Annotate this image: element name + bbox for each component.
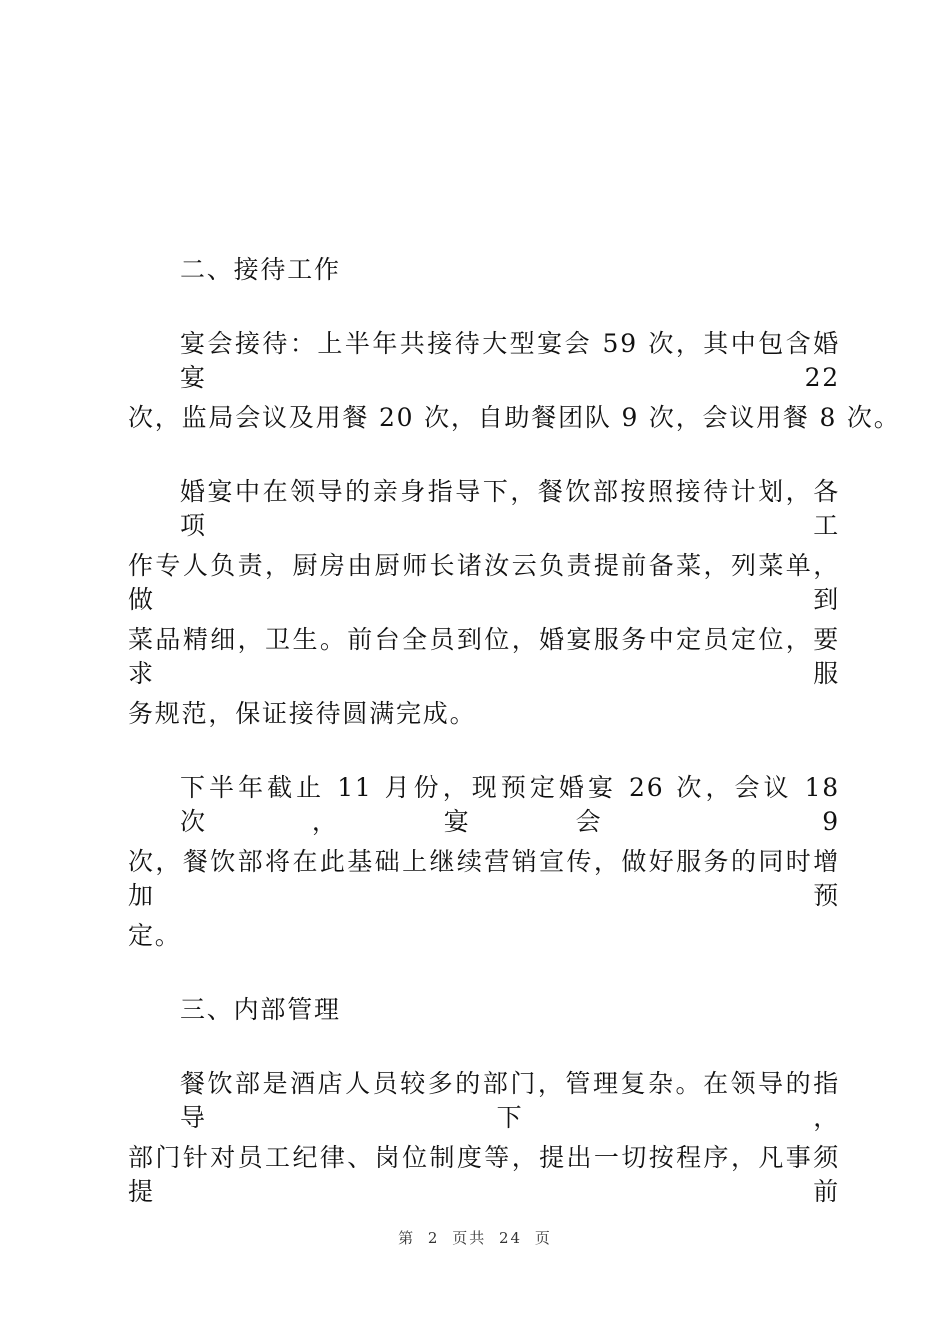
paragraph-line: 菜品精细，卫生。前台全员到位，婚宴服务中定员定位，要求服 [128, 625, 840, 688]
section-heading-internal-management: 三、内部管理 [180, 995, 341, 1024]
page-number-footer: 第 2 页共 24 页 [398, 1229, 552, 1247]
paragraph-line: 务规范，保证接待圆满完成。 [128, 699, 477, 728]
paragraph-line: 次，餐饮部将在此基础上继续营销宣传，做好服务的同时增加预 [128, 847, 840, 910]
paragraph-line: 婚宴中在领导的亲身指导下，餐饮部按照接待计划，各项工 [180, 477, 840, 540]
section-heading-reception: 二、接待工作 [180, 255, 341, 284]
paragraph-line: 定。 [128, 921, 182, 950]
paragraph-line: 次，监局会议及用餐 20 次，自助餐团队 9 次，会议用餐 8 次。 [128, 403, 901, 432]
paragraph-line: 部门针对员工纪律、岗位制度等，提出一切按程序，凡事须提前 [128, 1143, 840, 1206]
paragraph-line: 作专人负责，厨房由厨师长诸汝云负责提前备菜，列菜单，做到 [128, 551, 840, 614]
paragraph-line: 宴会接待：上半年共接待大型宴会 59 次，其中包含婚宴 22 [180, 329, 840, 392]
paragraph-line: 下半年截止 11 月份，现预定婚宴 26 次，会议 18 次，宴会 9 [180, 773, 840, 836]
paragraph-line: 餐饮部是酒店人员较多的部门，管理复杂。在领导的指导下， [180, 1069, 840, 1132]
